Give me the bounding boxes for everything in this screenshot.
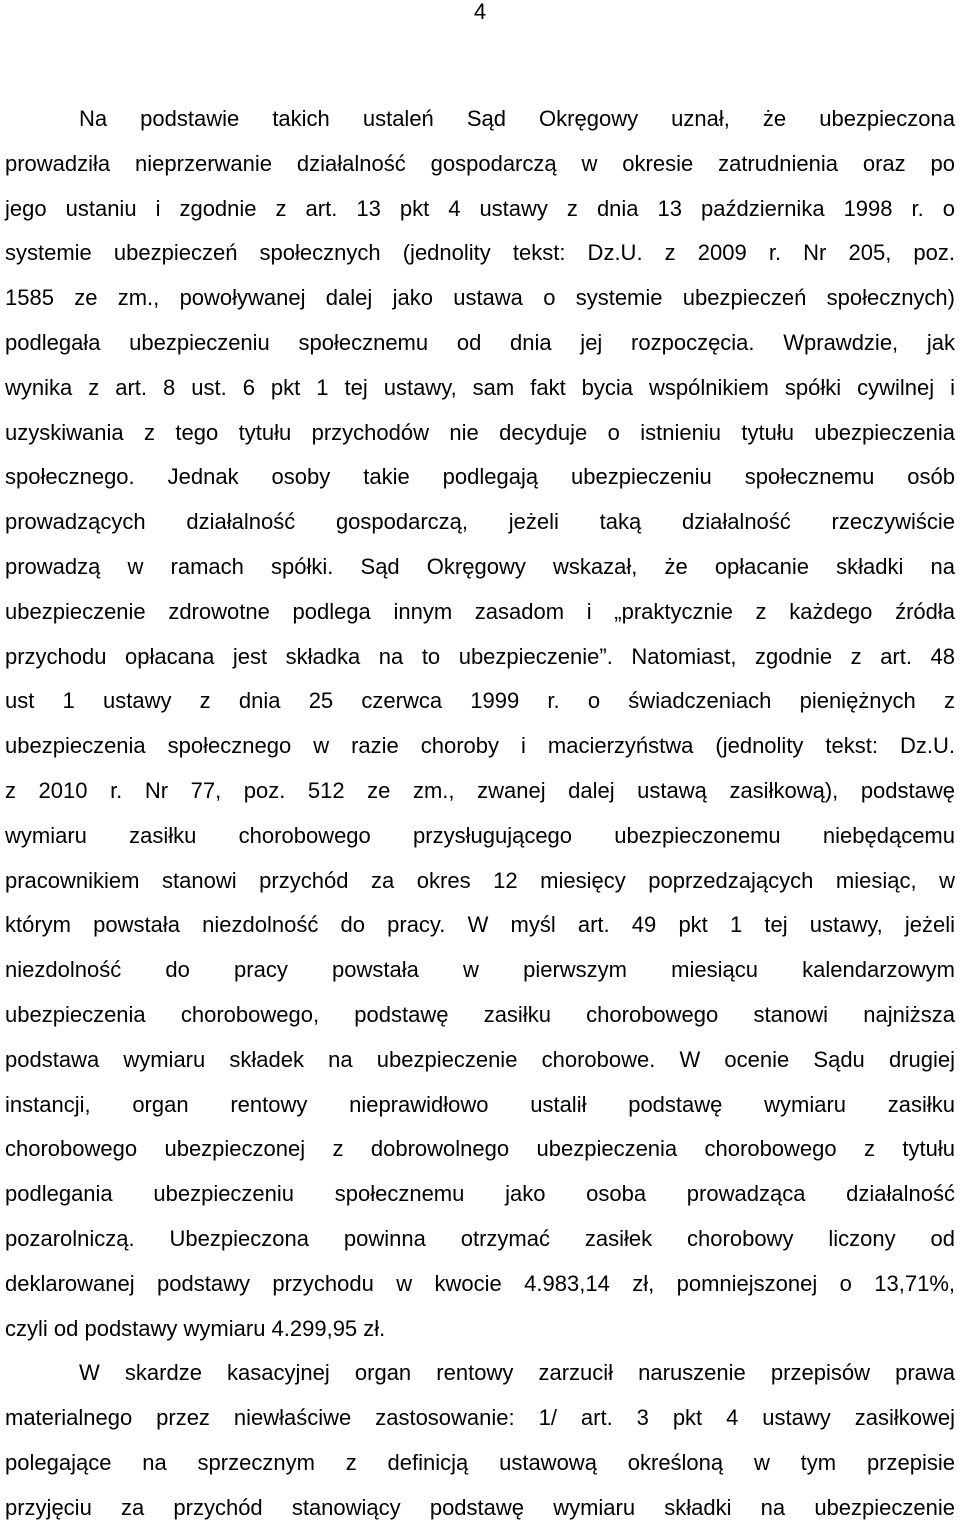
- page-number: 4: [473, 0, 487, 24]
- paragraph: [5, 1351, 955, 1530]
- text-line: polegające na sprzecznym z definicją ustawową określoną w tym przepisie: [5, 1449, 955, 1475]
- text-line: chorobowego ubezpieczonej z dobrowolnego ubezpieczenia chorobowego z tytułu: [5, 1136, 955, 1162]
- paragraph: [5, 97, 955, 1351]
- text-line: pozarolniczą. Ubezpieczona powinna otrzymać zasiłek chorobowy liczony od: [5, 1225, 955, 1251]
- text-line: ubezpieczenia społecznego w razie choroby i macierzyństwa (jednolity tekst: Dz.U.: [5, 733, 955, 759]
- text-line: podlegała ubezpieczeniu społecznemu od dnia jej rozpoczęcia. Wprawdzie, jak: [5, 329, 955, 355]
- text-line: W skardze kasacyjnej organ rentowy zarzucił naruszenie przepisów prawa: [79, 1360, 955, 1386]
- text-line: społecznego. Jednak osoby takie podlegają ubezpieczeniu społecznemu osób: [5, 464, 955, 490]
- text-line: z 2010 r. Nr 77, poz. 512 ze zm., zwanej dalej ustawą zasiłkową), podstawę: [5, 777, 955, 803]
- text-line: prowadziła nieprzerwanie działalność gospodarczą w okresie zatrudnienia oraz po: [5, 150, 955, 176]
- document-body: [5, 97, 955, 1531]
- text-line: prowadzą w ramach spółki. Sąd Okręgowy wskazał, że opłacanie składki na: [5, 553, 955, 579]
- text-line: jego ustaniu i zgodnie z art. 13 pkt 4 ustawy z dnia 13 października 1998 r. o: [5, 195, 955, 221]
- text-line: 1585 ze zm., powoływanej dalej jako ustawa o systemie ubezpieczeń społecznych): [5, 285, 955, 311]
- text-line: którym powstała niezdolność do pracy. W myśl art. 49 pkt 1 tej ustawy, jeżeli: [5, 912, 955, 938]
- text-line: ust 1 ustawy z dnia 25 czerwca 1999 r. o świadczeniach pieniężnych z: [5, 688, 955, 714]
- text-line: prowadzących działalność gospodarczą, jeżeli taką działalność rzeczywiście: [5, 509, 955, 535]
- text-line: niezdolność do pracy powstała w pierwszym miesiącu kalendarzowym: [5, 957, 955, 983]
- text-line: podlegania ubezpieczeniu społecznemu jako osoba prowadząca działalność: [5, 1181, 955, 1207]
- text-line: podstawa wymiaru składek na ubezpieczenie chorobowe. W ocenie Sądu drugiej: [5, 1046, 955, 1072]
- text-line: pracownikiem stanowi przychód za okres 12 miesięcy poprzedzających miesiąc, w: [5, 867, 955, 893]
- text-line: instancji, organ rentowy nieprawidłowo ustalił podstawę wymiaru zasiłku: [5, 1091, 955, 1117]
- text-line: deklarowanej podstawy przychodu w kwocie 4.983,14 zł, pomniejszonej o 13,71%,: [5, 1270, 955, 1296]
- text-line: systemie ubezpieczeń społecznych (jednolity tekst: Dz.U. z 2009 r. Nr 205, poz.: [5, 240, 955, 266]
- text-line: Na podstawie takich ustaleń Sąd Okręgowy uznał, że ubezpieczona: [79, 106, 955, 131]
- text-line: wymiaru zasiłku chorobowego przysługującego ubezpieczonemu niebędącemu: [5, 822, 955, 848]
- text-line: wynika z art. 8 ust. 6 pkt 1 tej ustawy, sam fakt bycia wspólnikiem spółki cywilnej i: [5, 374, 955, 400]
- text-line: uzyskiwania z tego tytułu przychodów nie decyduje o istnieniu tytułu ubezpieczenia: [5, 419, 955, 445]
- text-line: ubezpieczenia chorobowego, podstawę zasiłku chorobowego stanowi najniższa: [5, 1001, 955, 1027]
- text-line: przychodu opłacana jest składka na to ubezpieczenie”. Natomiast, zgodnie z art. 48: [5, 643, 955, 669]
- text-line: ubezpieczenie zdrowotne podlega innym zasadom i „praktycznie z każdego źródła: [5, 598, 955, 624]
- text-line: materialnego przez niewłaściwe zastosowanie: 1/ art. 3 pkt 4 ustawy zasiłkowej: [5, 1405, 955, 1431]
- text-line: czyli od podstawy wymiaru 4.299,95 zł.: [5, 1315, 386, 1341]
- text-line: przyjęciu za przychód stanowiący podstawę wymiaru składki na ubezpieczenie: [5, 1494, 955, 1520]
